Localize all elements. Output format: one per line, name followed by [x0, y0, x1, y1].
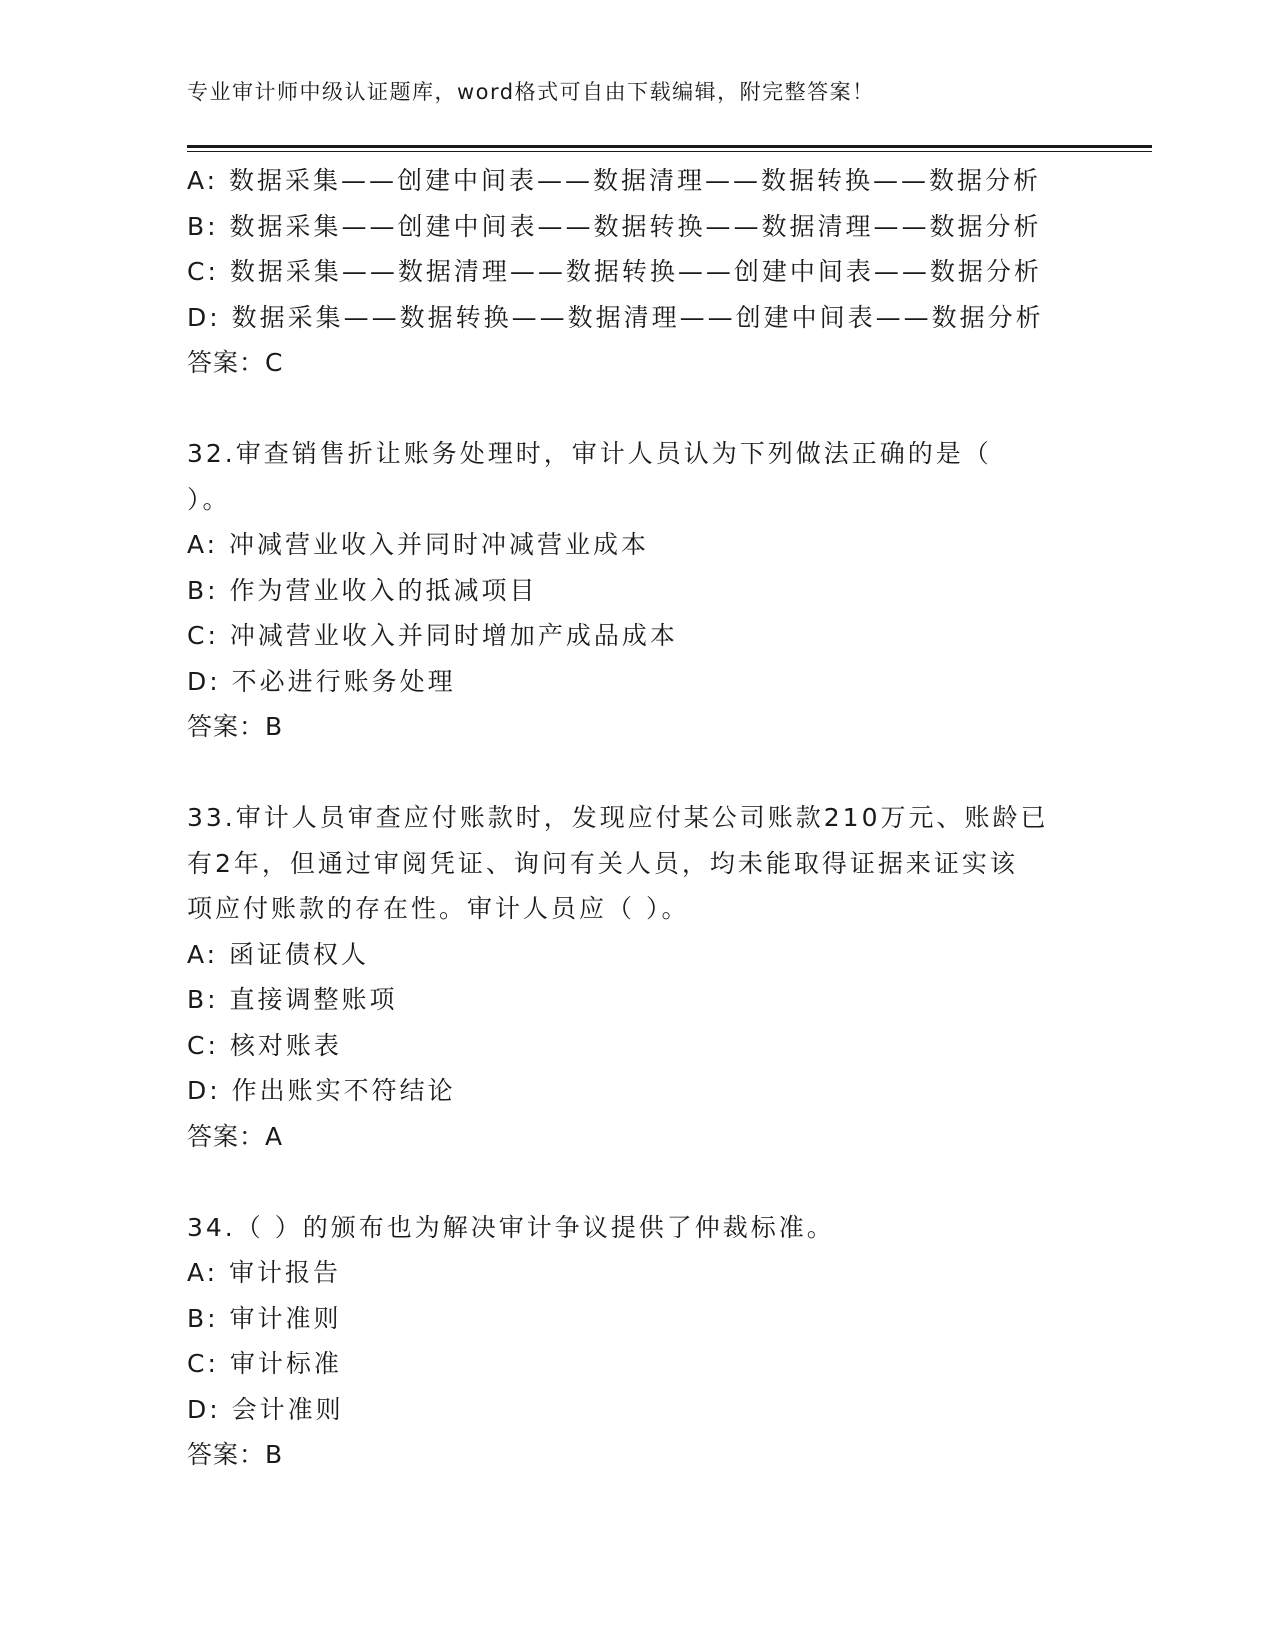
answer-line: 答案：B: [187, 712, 284, 741]
question-32-stem-line-2: ）。: [187, 484, 231, 514]
option-c: C: 核对账表: [187, 1030, 342, 1060]
option-b: B: 直接调整账项: [187, 985, 398, 1014]
option-b: B: 审计准则: [187, 1303, 342, 1333]
option-d: D: 作出账实不符结论: [187, 1076, 456, 1105]
page-header: 专业审计师中级认证题库，word格式可自由下载编辑，附完整答案！: [187, 80, 875, 104]
option-c: C: 冲减营业收入并同时增加产成品成本: [187, 621, 678, 650]
answer-line: 答案：A: [187, 1121, 284, 1151]
question-33-stem-line-3: 项应付账款的存在性。审计人员应（ ）。: [187, 894, 690, 923]
answer-line: 答案：B: [187, 1440, 284, 1469]
option-a: A: 冲减营业收入并同时冲减营业成本: [187, 530, 650, 559]
spacer: [187, 1159, 1087, 1205]
question-content: [187, 158, 1087, 1478]
option-d: D: 会计准则: [187, 1394, 344, 1424]
question-33-stem-line-1: 33.审计人员审查应付账款时，发现应付某公司账款210万元、账龄已: [187, 803, 1049, 832]
question-33-stem-line-2: 有2年，但通过审阅凭证、询问有关人员，均未能取得证据来证实该: [187, 848, 1018, 878]
option-d: D: 数据采集——数据转换——数据清理——创建中间表——数据分析: [187, 302, 1044, 332]
question-32-stem-line-1: 32.审查销售折让账务处理时，审计人员认为下列做法正确的是（: [187, 439, 992, 468]
option-b: B: 数据采集——创建中间表——数据转换——数据清理——数据分析: [187, 211, 1042, 241]
answer-line: 答案：C: [187, 348, 284, 377]
option-a: A: 审计报告: [187, 1258, 342, 1287]
question-34-stem-line-1: 34.（ ）的颁布也为解决审计争议提供了仲裁标准。: [187, 1212, 835, 1242]
spacer: [187, 750, 1087, 796]
option-d: D: 不必进行账务处理: [187, 666, 456, 696]
option-a: A: 函证债权人: [187, 939, 370, 969]
spacer: [187, 386, 1087, 432]
header-rule-thin: [187, 151, 1152, 152]
option-b: B: 作为营业收入的抵减项目: [187, 575, 538, 605]
option-a: A: 数据采集——创建中间表——数据清理——数据转换——数据分析: [187, 166, 1042, 195]
option-c: C: 数据采集——数据清理——数据转换——创建中间表——数据分析: [187, 257, 1042, 286]
header-rule-thick: [187, 145, 1152, 148]
option-c: C: 审计标准: [187, 1349, 342, 1378]
